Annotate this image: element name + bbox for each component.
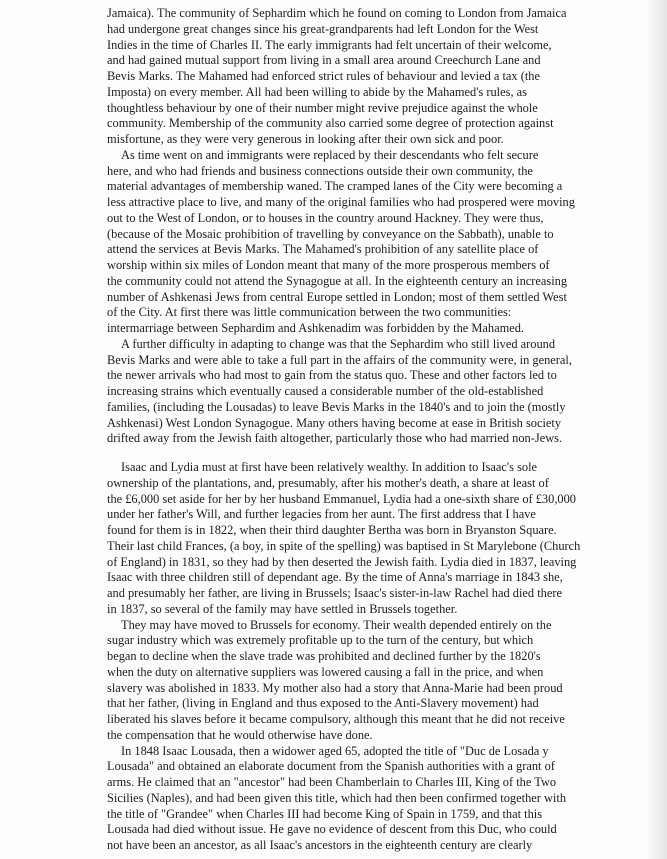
paragraph-2: As time went on and immigrants were replaced by their descendants who felt secure here, and who had friends and business connections outside their own community, the material advantages of membership waned. The cramped lanes of the City were becoming a less attractive place to live, and many of the original families who had prospered were moving out to the West of London, or to houses in the country around Hackney. They were thus, (because of the Mosaic prohibition of travelling by conveyance on the Sabbath), unable to attend the services at Bevis Marks. The Mahamed's prohibition of any satellite place of worship within six miles of London meant that many of the more prosperous members of the community could not attend the Synagogue at all. In the eighteenth century an increasing number of Ashkenasi Jews from central Europe settled in London; most of them settled West of the City. At first there was little communication between the two communities: intermarriage between Sephardim and Ashkenadim was forbidden by the Mahamed. [107, 147, 575, 335]
page-edge-shadow [645, 0, 667, 859]
paragraph-6: In 1848 Isaac Lousada, then a widower aged 65, adopted the title of "Duc de Losada y Lousada" and obtained an elaborate document from the Spanish authorities with a grant of arms. He claimed that an "ancestor" had been Chamberlain to Charles III, King of the Two Sicilies (Naples), and had been given this title, which had then been confirmed together with the title of "Grandee" when Charles III had become King of Spain in 1759, and that this Lousada had died without issue. He gave no evidence of descent from this Duc, who could not have been an ancestor, as all Isaac's ancestors in the eighteenth century are clearly [107, 743, 567, 852]
paragraph-3: A further difficulty in adapting to change was that the Sephardim who still lived around Bevis Marks and were able to take a full part in the affairs of the community were, in general, the newer arrivals who had most to gain from the status quo. These and other factors led to increasing strains which eventually caused a considerable number of the old-established families, (including the Lousadas) to leave Bevis Marks in the 1840's and to join the (mostly Ashkenasi) West London Synagogue. Many others having become at ease in British society drifted away from the Jewish faith altogether, particularly those who had married non-Jews. [107, 336, 572, 446]
paragraph-4: Isaac and Lydia must at first have been relatively wealthy. In addition to Isaac's sole ownership of the plantations, and, presumably, after his mother's death, a share at least of the £6,000 set aside for her by her husband Emmanuel, Lydia had a one-sixth share of £30,000 under her father's Will, and further legacies from her aunt. The first address that I have found for them is in 1822, when their third daughter Bertha was born in Bryanston Square. Their last child Frances, (a boy, in spite of the spelling) was baptised in St Marylebone (Church of England) in 1831, so they had by then deserted the Jewish faith. Lydia died in 1837, leaving Isaac with three children still of dependant age. By the time of Anna's marriage in 1843 she, and presumably her father, are living in Brussels; Isaac's sister-in-law Rachel had died there in 1837, so several of the family may have settled in Brussels together. [107, 460, 581, 616]
body-text [107, 6, 619, 854]
paragraph-1: Jamaica). The community of Sephardim which he found on coming to London from Jamaica had undergone great changes since his great-grandparents had left London for the West Indies in the time of Charles II. The early immigrants had felt uncertain of their welcome, and had gained mutual support from living in a small area around Creechurch Lane and Bevis Marks. The Mahamed had enforced strict rules of behaviour and levied a tax (the Imposta) on every member. All had been willing to abide by the Mahamed's rules, as thoughtless behaviour by one of their number might revive prejudice against the whole community. Membership of the community also carried some degree of protection against misfortune, as they were very generous in looking after their own sick and poor. [107, 6, 567, 146]
paragraph-5: They may have moved to Brussels for economy. Their wealth depended entirely on the sugar industry which was extremely profitable up to the turn of the century, but which began to decline when the slave trade was prohibited and declined further by the 1820's when the duty on alternative suppliers was lowered causing a fall in the price, and when slavery was abolished in 1833. My mother also had a story that Anna-Marie had been proud that her father, (living in England and thus exposed to the Anti-Slavery movement) had liberated his slaves before it became compulsory, although this meant that he did not receive the compensation that he would otherwise have done. [107, 617, 565, 742]
